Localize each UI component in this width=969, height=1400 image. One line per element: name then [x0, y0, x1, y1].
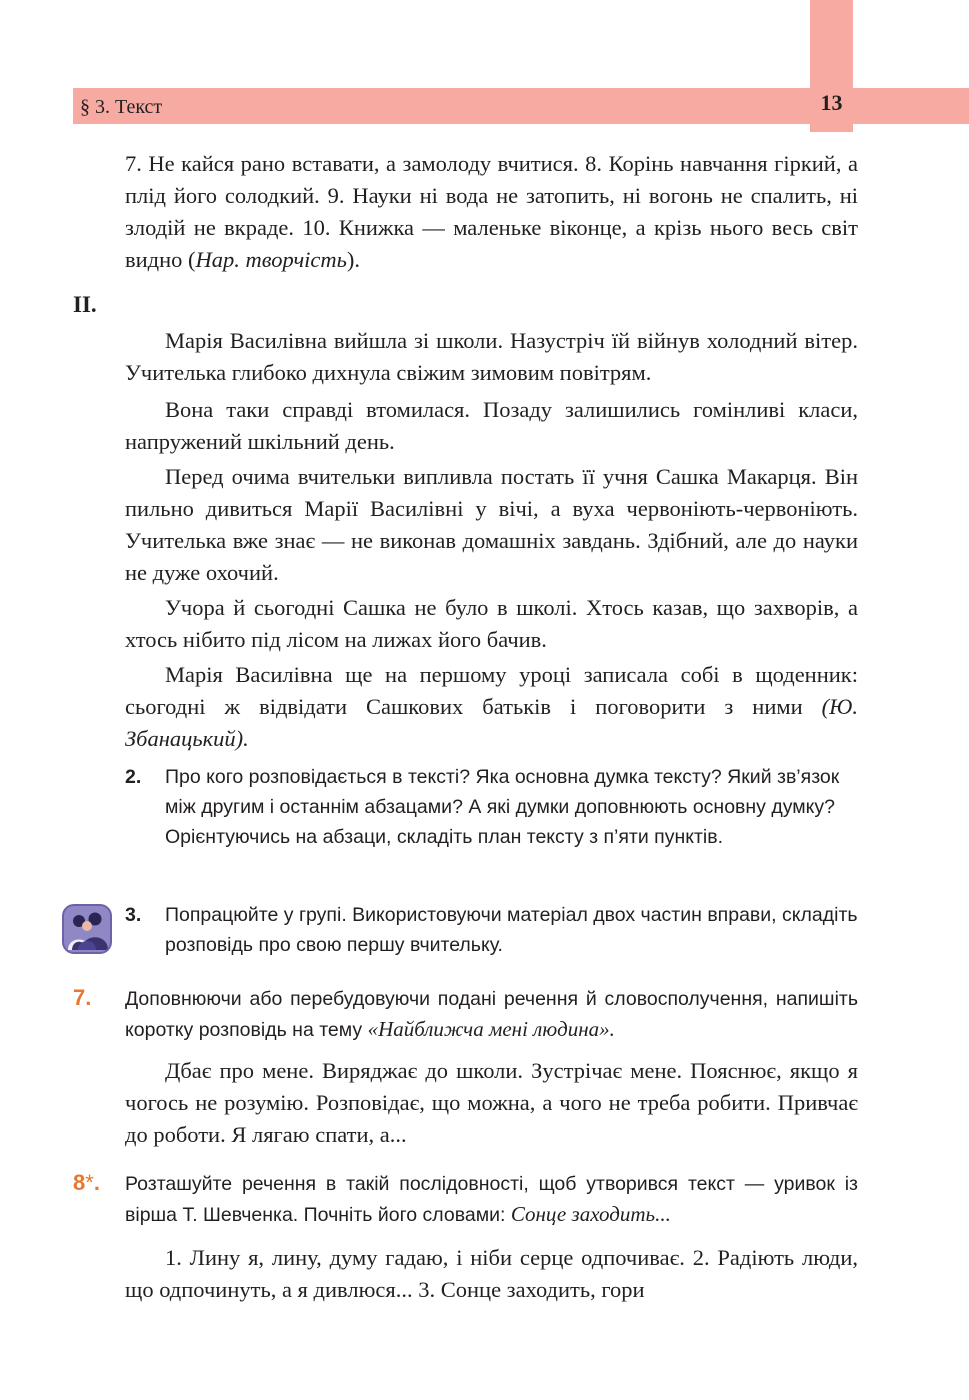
exercise-7-instruction-text: Доповнюючи або перебудовуючи подані речення й словосполучення, напишіть коротку розповідь на тему [125, 988, 858, 1041]
exercise-7-number: 7. [73, 985, 92, 1010]
paragraph-2: Вона таки справді втомилася. Позаду залишились гомінливі класи, напружений шкільний день. [125, 397, 858, 454]
group-work-icon [62, 904, 112, 954]
exercise-8-number [73, 1168, 100, 1198]
paragraph-4: Учора й сьогодні Сашка не було в школі. Хтось казав, що захворів, а хтось нібито під лісом на лижах його бачив. [125, 595, 858, 652]
paragraph-3: Перед очима вчительки випливла постать її учня Сашка Макарця. Він пильно дивиться Марії Василівні у вічі, а вуха червоніють-червоніють. Учителька вже знає — не виконав домашніх завдань. Здібний, але до науки не дуже охочий. [125, 464, 858, 585]
exercise-8-instruction [125, 1169, 858, 1230]
proverbs-paragraph [125, 148, 858, 276]
exercise-8-number-value: 8 [73, 1170, 86, 1195]
task-2-number: 2. [125, 766, 142, 788]
task-3-text: Попрацюйте у групі. Використовуючи матеріал двох частин вправи, складіть розповідь про свою першу вчительку. [165, 904, 858, 956]
exercise-8-instruction-text: Розташуйте речення в такій послідовності, щоб утворився текст — уривок із вірша Т. Шевченка. Почніть його словами: [125, 1173, 858, 1226]
task-2 [165, 762, 858, 852]
proverbs-source: Нар. творчість [195, 247, 347, 272]
exercise-8-start-words: Сонце заходить... [510, 1202, 671, 1226]
paragraph-5 [125, 659, 858, 755]
exercise-7-text: Дбає про мене. Виряджає до школи. Зустрічає мене. Пояснює, якщо я чогось не розумію. Розповідає, що можна, а чого не треба робити. Привчає до роботи. Я лягаю спати, а... [125, 1058, 858, 1147]
part-two-marker: II. [73, 292, 97, 317]
exercise-8-number-dot: . [93, 1170, 100, 1195]
proverbs-end: ). [346, 247, 361, 272]
exercise-7-topic: «Найближча мені людина». [367, 1017, 615, 1041]
task-3-number: 3. [125, 904, 142, 926]
task-3 [165, 900, 858, 960]
exercise-8-text: 1. Лину я, лину, думу гадаю, і ніби серце одпочиває. 2. Радіють люди, що одпочинуть, а я дивлюся... 3. Сонце заходить, гори [125, 1245, 858, 1302]
task-2-text: Про кого розповідається в тексті? Яка основна думка тексту? Який зв’язок між другим і останнім абзацами? А які думки доповнюють основну думку? Орієнтуючись на абзаци, складіть план тексту з п’яти пунктів. [165, 766, 840, 848]
exercise-8-body [125, 1242, 858, 1306]
exercise-7-body [125, 1055, 858, 1151]
exercise-7-instruction [125, 984, 858, 1045]
section-title: § 3. Текст [80, 96, 163, 118]
paragraph-1: Марія Василівна вийшла зі школи. Назустріч їй війнув холодний вітер. Учителька глибоко дихнула свіжим зимовим повітрям. [125, 328, 858, 385]
author-name: (Ю. Збанацький). [125, 694, 858, 751]
part-two-text [125, 325, 858, 755]
paragraph-5-text: Марія Василівна ще на першому уроці записала собі в щоденник: сьогодні ж відвідати Сашкових батьків і поговорити з ними [125, 662, 858, 719]
difficulty-star: * [85, 1170, 94, 1195]
proverbs-text: 7. Не кайся рано вставати, а замолоду вчитися. 8. Корінь навчання гіркий, а плід його солодкий. 9. Науки ні вода не затопить, ні вогонь не спалить, ні злодій не вкраде. 10. Книжка — маленьке віконце, а крізь нього весь світ видно ( [125, 151, 858, 272]
page-number: 13 [820, 90, 843, 115]
